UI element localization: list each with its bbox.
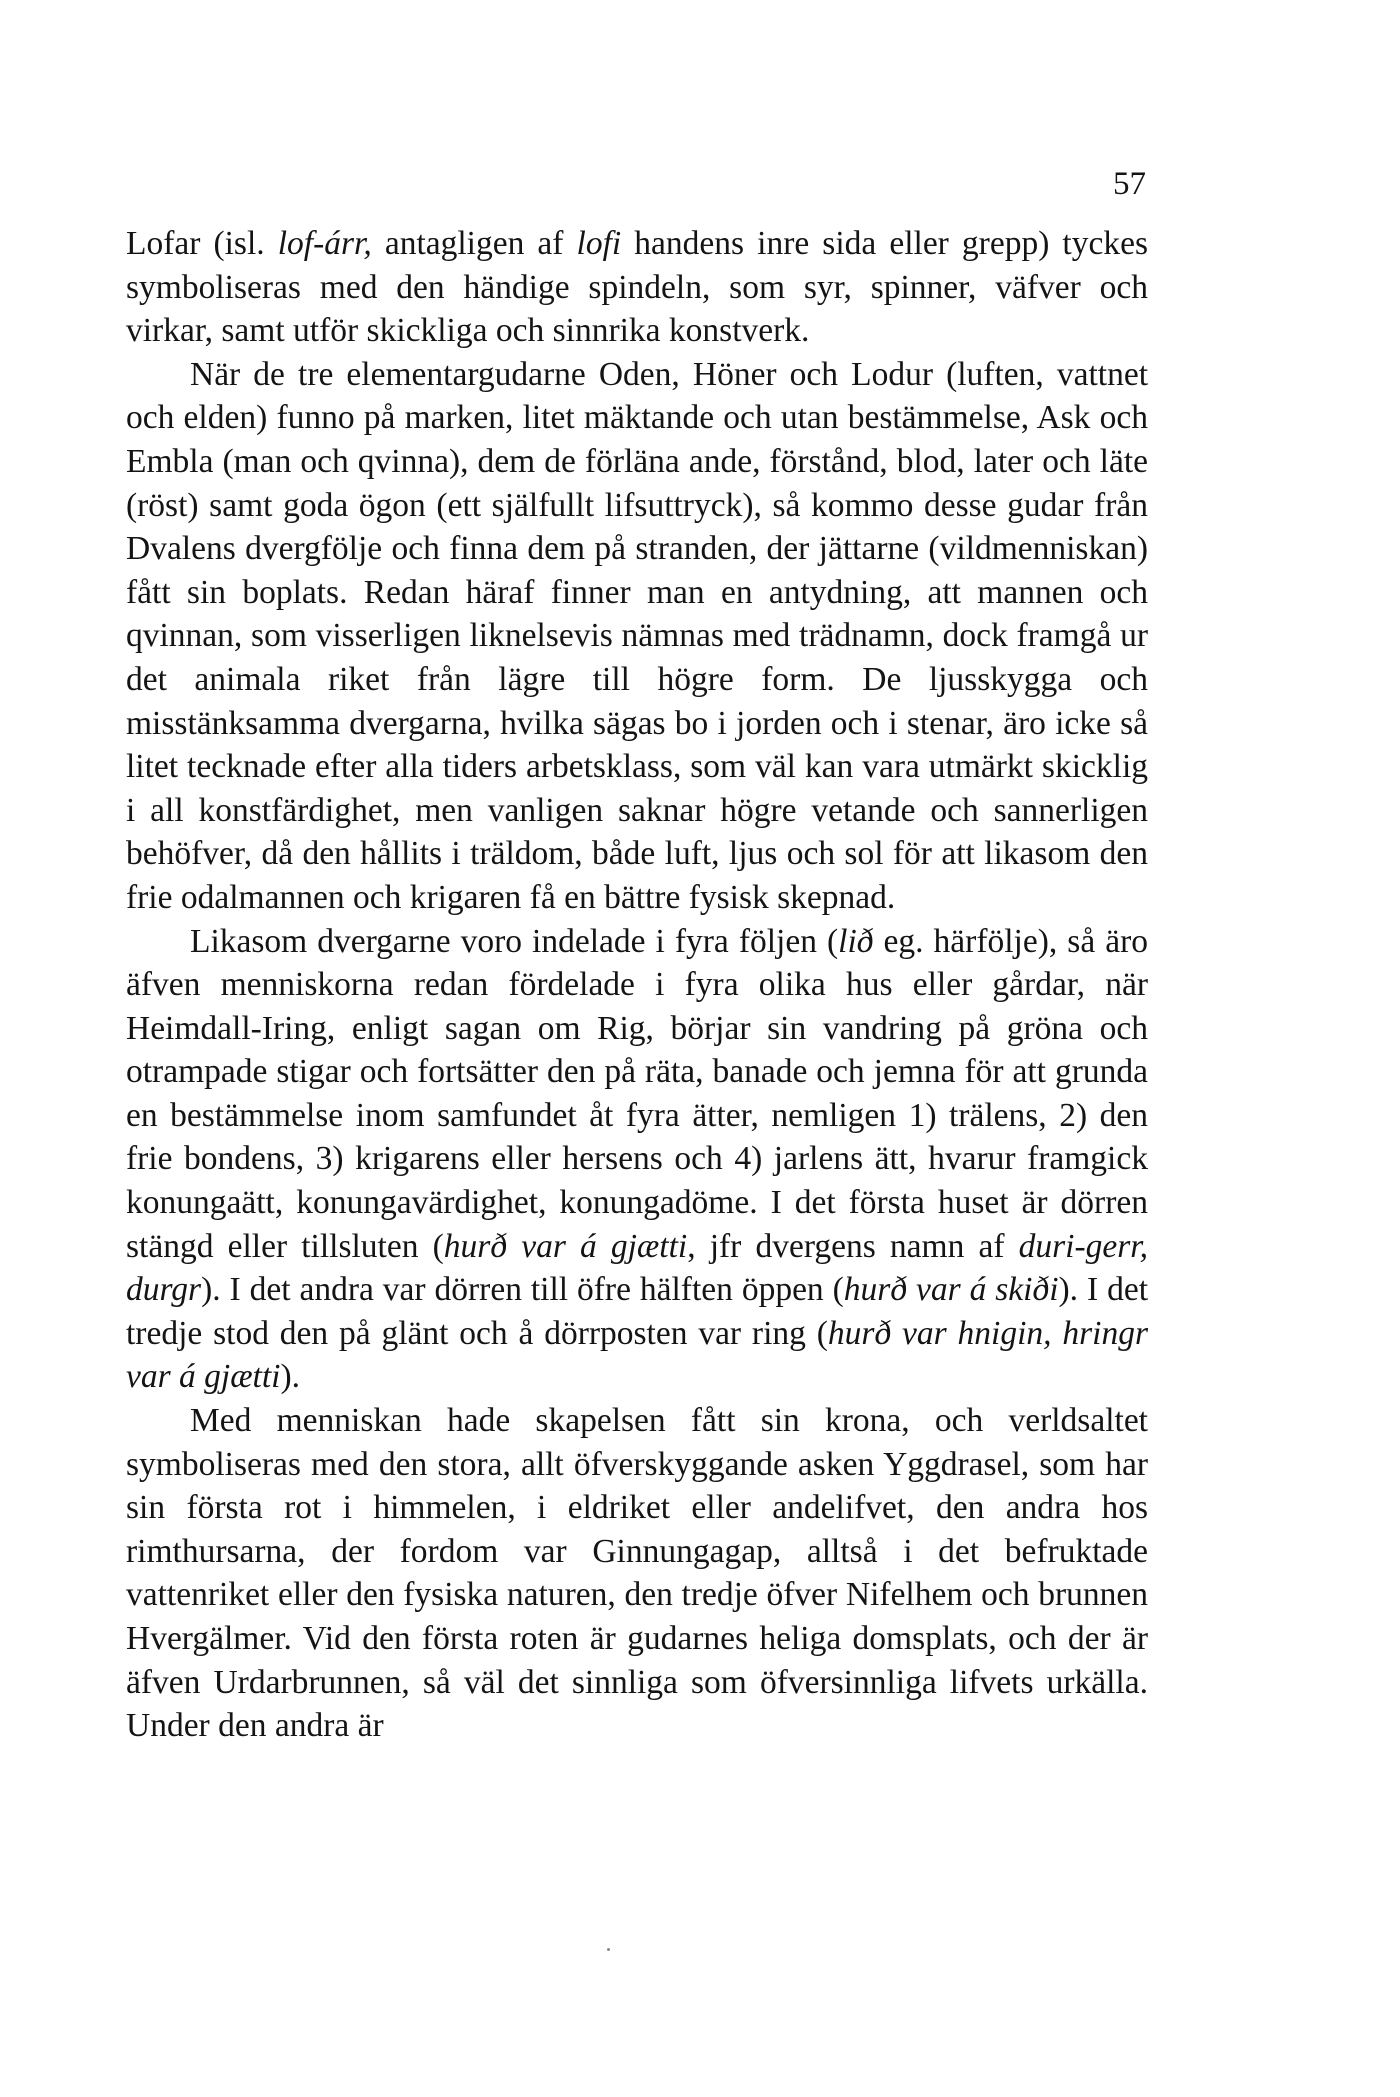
text-segment: ). — [280, 1358, 301, 1396]
page-number: 57 — [1113, 166, 1146, 202]
paragraph — [126, 1399, 1148, 1748]
text-segment: Likasom dvergarne voro indelade i fyra följen ( — [190, 922, 839, 960]
italic-text-segment: hurð var á gjætti — [443, 1227, 688, 1265]
print-speck — [607, 1948, 610, 1951]
text-segment: handens inre sida eller grepp) tyckes symboliseras med den händige spindeln, som syr, spinner, väfver och virkar, samt utför skickliga och sinnrika konstverk. — [126, 225, 1149, 350]
italic-text-segment: hurð var á skiði — [843, 1271, 1059, 1309]
text-segment: , jfr dvergens namn af — [687, 1227, 1019, 1265]
paragraph — [126, 920, 1148, 1400]
paragraph — [126, 222, 1148, 353]
text-segment: eg. härfölje), så äro äfven menniskorna redan fördelade i fyra olika hus eller gårdar, när Heimdall-Iring, enligt sagan om Rig, börjar sin vandring på gröna och otrampade stigar och fortsätter den på räta, banade och jemna för att grunda en bestämmelse inom samfundet åt fyra ätter, nemligen 1) trälens, 2) den frie bondens, 3) krigarens eller hersens och 4) jarlens ätt, hvarur framgick konungaätt, konungavärdighet, konungadöme. I det första huset är dörren stängd eller tillsluten ( — [126, 922, 1148, 1265]
paragraph — [126, 353, 1148, 920]
italic-text-segment: lofi — [576, 225, 622, 262]
text-segment: ). I det tredje stod den på glänt och å dörrposten var ring ( — [126, 1271, 1148, 1352]
text-segment: Med menniskan hade skapelsen fått sin krona, och verldsaltet symboliseras med den stora, allt öfverskyggande asken Yggdrasel, som har sin första rot i himmelen, i eldriket eller andelifvet, den andra hos rimthursarna, der fordom var Ginnungagap, alltså i det befruktade vattenriket eller den fysiska naturen, den tredje öfver Nifelhem och brunnen Hvergälmer. Vid den första roten är gudarnes heliga domsplats, och der är äfven Urdarbrunnen, så väl det sinnliga som öfversinnliga lifvets urkälla. Under den andra är — [126, 1402, 1148, 1745]
italic-text-segment: hurð var hnigin, hringr var á gjætti — [126, 1314, 1148, 1396]
text-segment: Lofar (isl. — [126, 225, 278, 262]
italic-text-segment: lið — [838, 922, 874, 960]
italic-text-segment: lof-árr, — [277, 225, 372, 262]
text-segment: antagligen af — [371, 225, 577, 262]
italic-text-segment: duri-gerr, durgr — [126, 1227, 1148, 1309]
page-body-text — [126, 222, 1148, 1748]
text-segment: ). I det andra var dörren till öfre hälften öppen ( — [201, 1271, 844, 1309]
text-segment: När de tre elementargudarne Oden, Höner och Lodur (luften, vattnet och elden) funno på marken, litet mäktande och utan bestämmelse, Ask och Embla (man och qvinna), dem de förläna ande, förstånd, blod, later och läte (röst) samt goda ögon (ett själfullt lifsuttryck), så kommo desse gudar från Dvalens dvergfölje och finna dem på stranden, der jättarne (vildmenniskan) fått sin boplats. Redan häraf finner man en antydning, att mannen och qvinnan, som visserligen liknelsevis nämnas med trädnamn, dock framgå ur det animala riket från lägre till högre form. De ljusskygga och misstänksamma dvergarna, hvilka sägas bo i jorden och i stenar, äro icke så litet tecknade efter alla tiders arbetsklass, som väl kan vara utmärkt skicklig i all konstfärdighet, men vanligen saknar högre vetande och sannerligen behöfver, då den hållits i träldom, både luft, ljus och sol för att likasom den frie odalmannen och krigaren få en bättre fysisk skepnad. — [126, 355, 1148, 916]
